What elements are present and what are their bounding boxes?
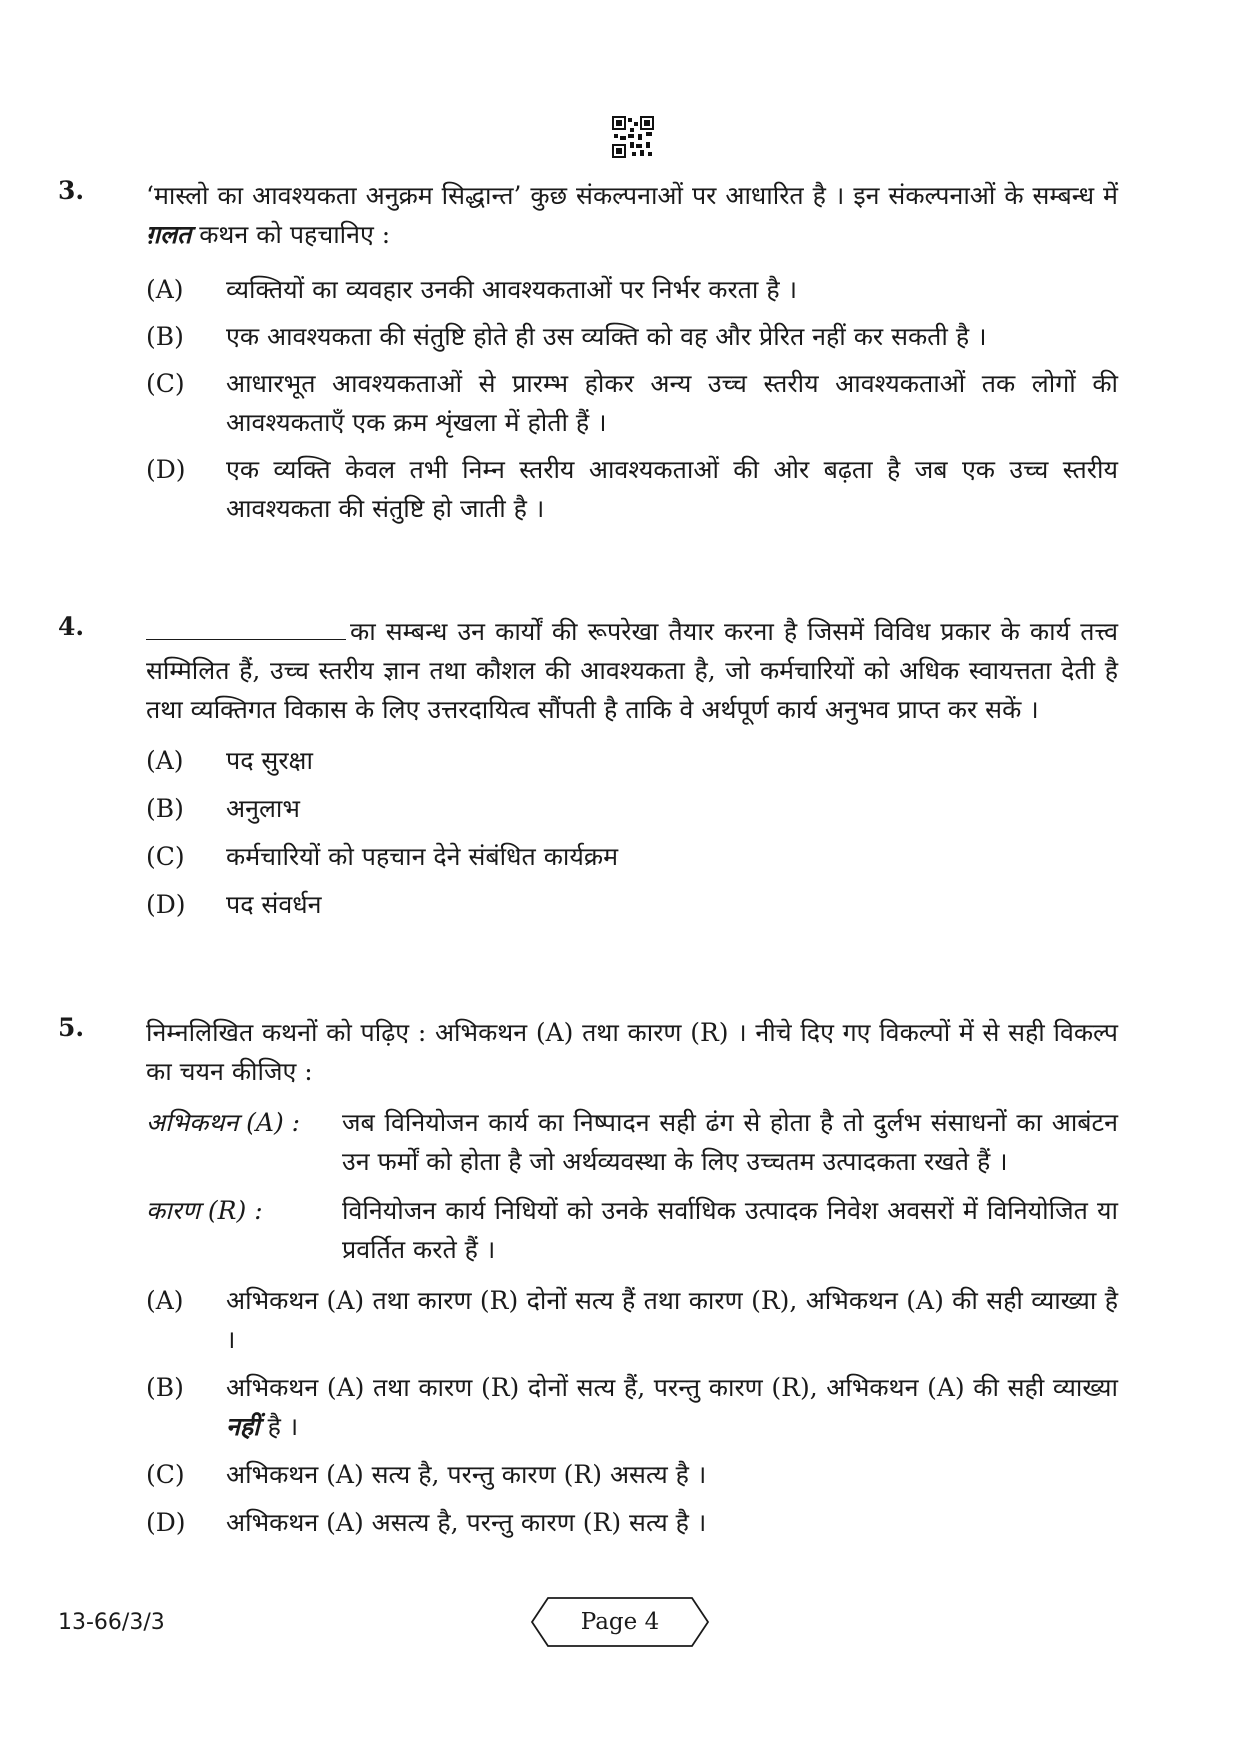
option-c: (C) कर्मचारियों को पहचान देने संबंधित कार्यक्रम — [146, 842, 619, 871]
option-c: (C) आधारभूत आवश्यकताओं से प्रारम्भ होकर अन्य उच्च स्तरीय आवश्यकताओं तक लोगों की आवश्यकताएँ एक क्रम शृंखला में होती हैं । — [146, 369, 1118, 437]
option-a: (A) पद सुरक्षा — [146, 746, 313, 775]
option-c: (C) अभिकथन (A) सत्य है, परन्तु कारण (R) असत्य है । — [146, 1460, 707, 1489]
option-a: (A) अभिकथन (A) तथा कारण (R) दोनों सत्य हैं तथा कारण (R), अभिकथन (A) की सही व्याख्या है । — [146, 1286, 1118, 1354]
assertion-label: अभिकथन (A) : — [146, 1108, 301, 1137]
fill-in-blank — [146, 615, 346, 640]
emphasis-text: ग़लत — [146, 220, 192, 249]
question-text: का सम्बन्ध उन कार्यों की रूपरेखा तैयार करना है जिसमें विविध प्रकार के कार्य तत्त्व सम्मिलित हैं, उच्च स्तरीय ज्ञान तथा कौशल की आवश्यकता है, जो कर्मचारियों को अधिक स्वायत्तता देती है तथा व्यक्तिगत विकास के लिए उत्तरदायित्व सौंपती है ताकि वे अर्थपूर्ण कार्य अनुभव प्राप्त कर सकें । — [146, 617, 1118, 724]
page-number-badge — [530, 1596, 710, 1648]
qr-code-icon — [612, 116, 654, 158]
question-number: 3. — [58, 176, 85, 205]
question-5 — [58, 1013, 1118, 1542]
option-b: (B) एक आवश्यकता की संतुष्टि होते ही उस व्यक्ति को वह और प्रेरित नहीं कर सकती है । — [146, 322, 987, 351]
question-text: ‘मास्लो का आवश्यकता अनुक्रम सिद्धान्त’ कुछ संकल्पनाओं पर आधारित है । इन संकल्पनाओं के सम्बन्ध में ग़लत कथन को पहचानिए : — [146, 181, 1118, 249]
option-b: (B) अभिकथन (A) तथा कारण (R) दोनों सत्य हैं, परन्तु कारण (R), अभिकथन (A) की सही व्याख्या नहीं है । — [146, 1373, 1118, 1441]
reason-label: कारण (R) : — [146, 1196, 263, 1225]
question-text: निम्नलिखित कथनों को पढ़िए : अभिकथन (A) तथा कारण (R) । नीचे दिए गए विकल्पों में से सही विकल्प का चयन कीजिए : — [146, 1018, 1118, 1086]
option-d: (D) पद संवर्धन — [146, 890, 322, 919]
question-number: 5. — [58, 1013, 85, 1042]
reason-text: विनियोजन कार्य निधियों को उनके सर्वाधिक उत्पादक निवेश अवसरों में विनियोजित या प्रवर्तित करते हैं । — [342, 1196, 1118, 1264]
option-d: (D) एक व्यक्ति केवल तभी निम्न स्तरीय आवश्यकताओं की ओर बढ़ता है जब एक उच्च स्तरीय आवश्यकता की संतुष्टि हो जाती है । — [146, 455, 1118, 523]
assertion — [146, 1103, 1118, 1181]
question-3 — [58, 176, 1118, 528]
assertion-text: जब विनियोजन कार्य का निष्पादन सही ढंग से होता है तो दुर्लभ संसाधनों का आबंटन उन फर्मों को होता है जो अर्थव्यवस्था के लिए उच्चतम उत्पादकता रखते हैं । — [342, 1108, 1118, 1176]
question-number: 4. — [58, 612, 85, 641]
paper-code: 13-66/3/3 — [58, 1610, 165, 1635]
option-d: (D) अभिकथन (A) असत्य है, परन्तु कारण (R) सत्य है । — [146, 1508, 707, 1537]
reason — [146, 1191, 1118, 1269]
emphasis-text: नहीं — [226, 1412, 260, 1441]
question-4 — [58, 612, 1118, 924]
option-b: (B) अनुलाभ — [146, 794, 300, 823]
option-a: (A) व्यक्तियों का व्यवहार उनकी आवश्यकताओं पर निर्भर करता है । — [146, 275, 798, 304]
page-number-label: Page 4 — [580, 1609, 660, 1635]
